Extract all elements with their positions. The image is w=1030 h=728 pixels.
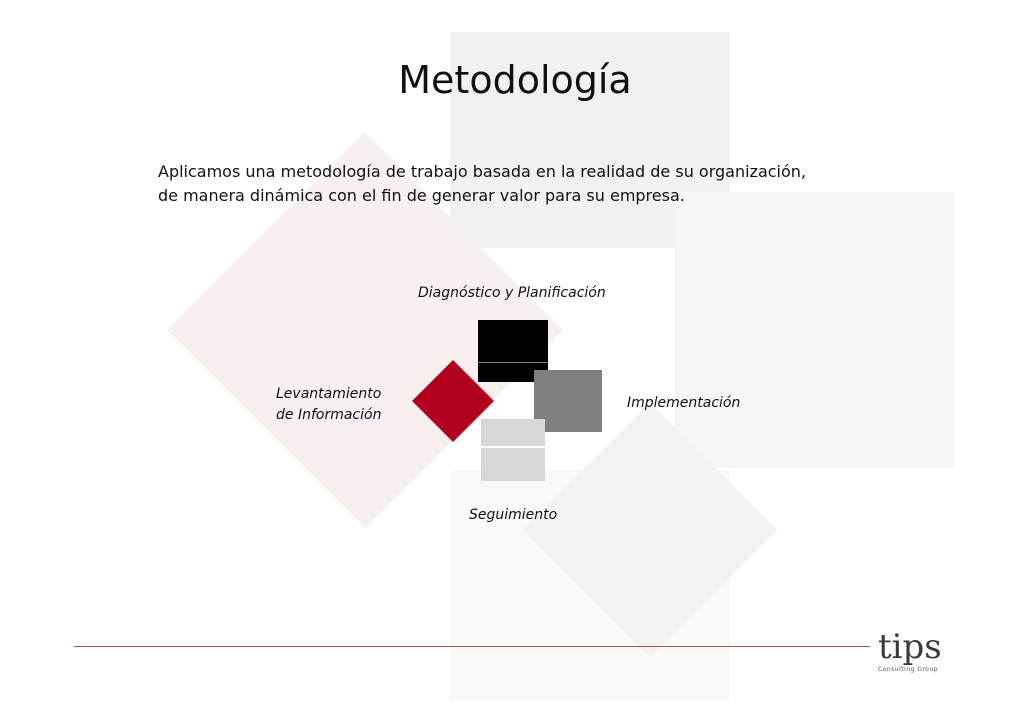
footer-divider	[74, 646, 870, 647]
label-seguimiento: Seguimiento	[469, 507, 558, 523]
label-levantamiento-line-2: de Información	[276, 407, 382, 423]
intro-line-2: de manera dinámica con el fin de generar valor para su empresa.	[158, 186, 685, 205]
label-levantamiento-line-1: Levantamiento	[276, 386, 382, 402]
label-diagnostico: Diagnóstico y Planificación	[418, 285, 606, 301]
background-square-light	[675, 192, 955, 468]
intro-paragraph	[158, 160, 918, 208]
label-levantamiento	[276, 384, 381, 426]
page-title: Metodología	[398, 58, 632, 102]
logo-subtitle: Consulting Group	[878, 666, 939, 673]
tips-logo	[878, 627, 948, 673]
label-implementacion: Implementación	[627, 395, 741, 411]
logo-wordmark: tips	[878, 627, 942, 667]
intro-line-1: Aplicamos una metodología de trabajo basada en la realidad de su organización,	[158, 162, 807, 181]
seguimiento-square	[481, 419, 545, 481]
